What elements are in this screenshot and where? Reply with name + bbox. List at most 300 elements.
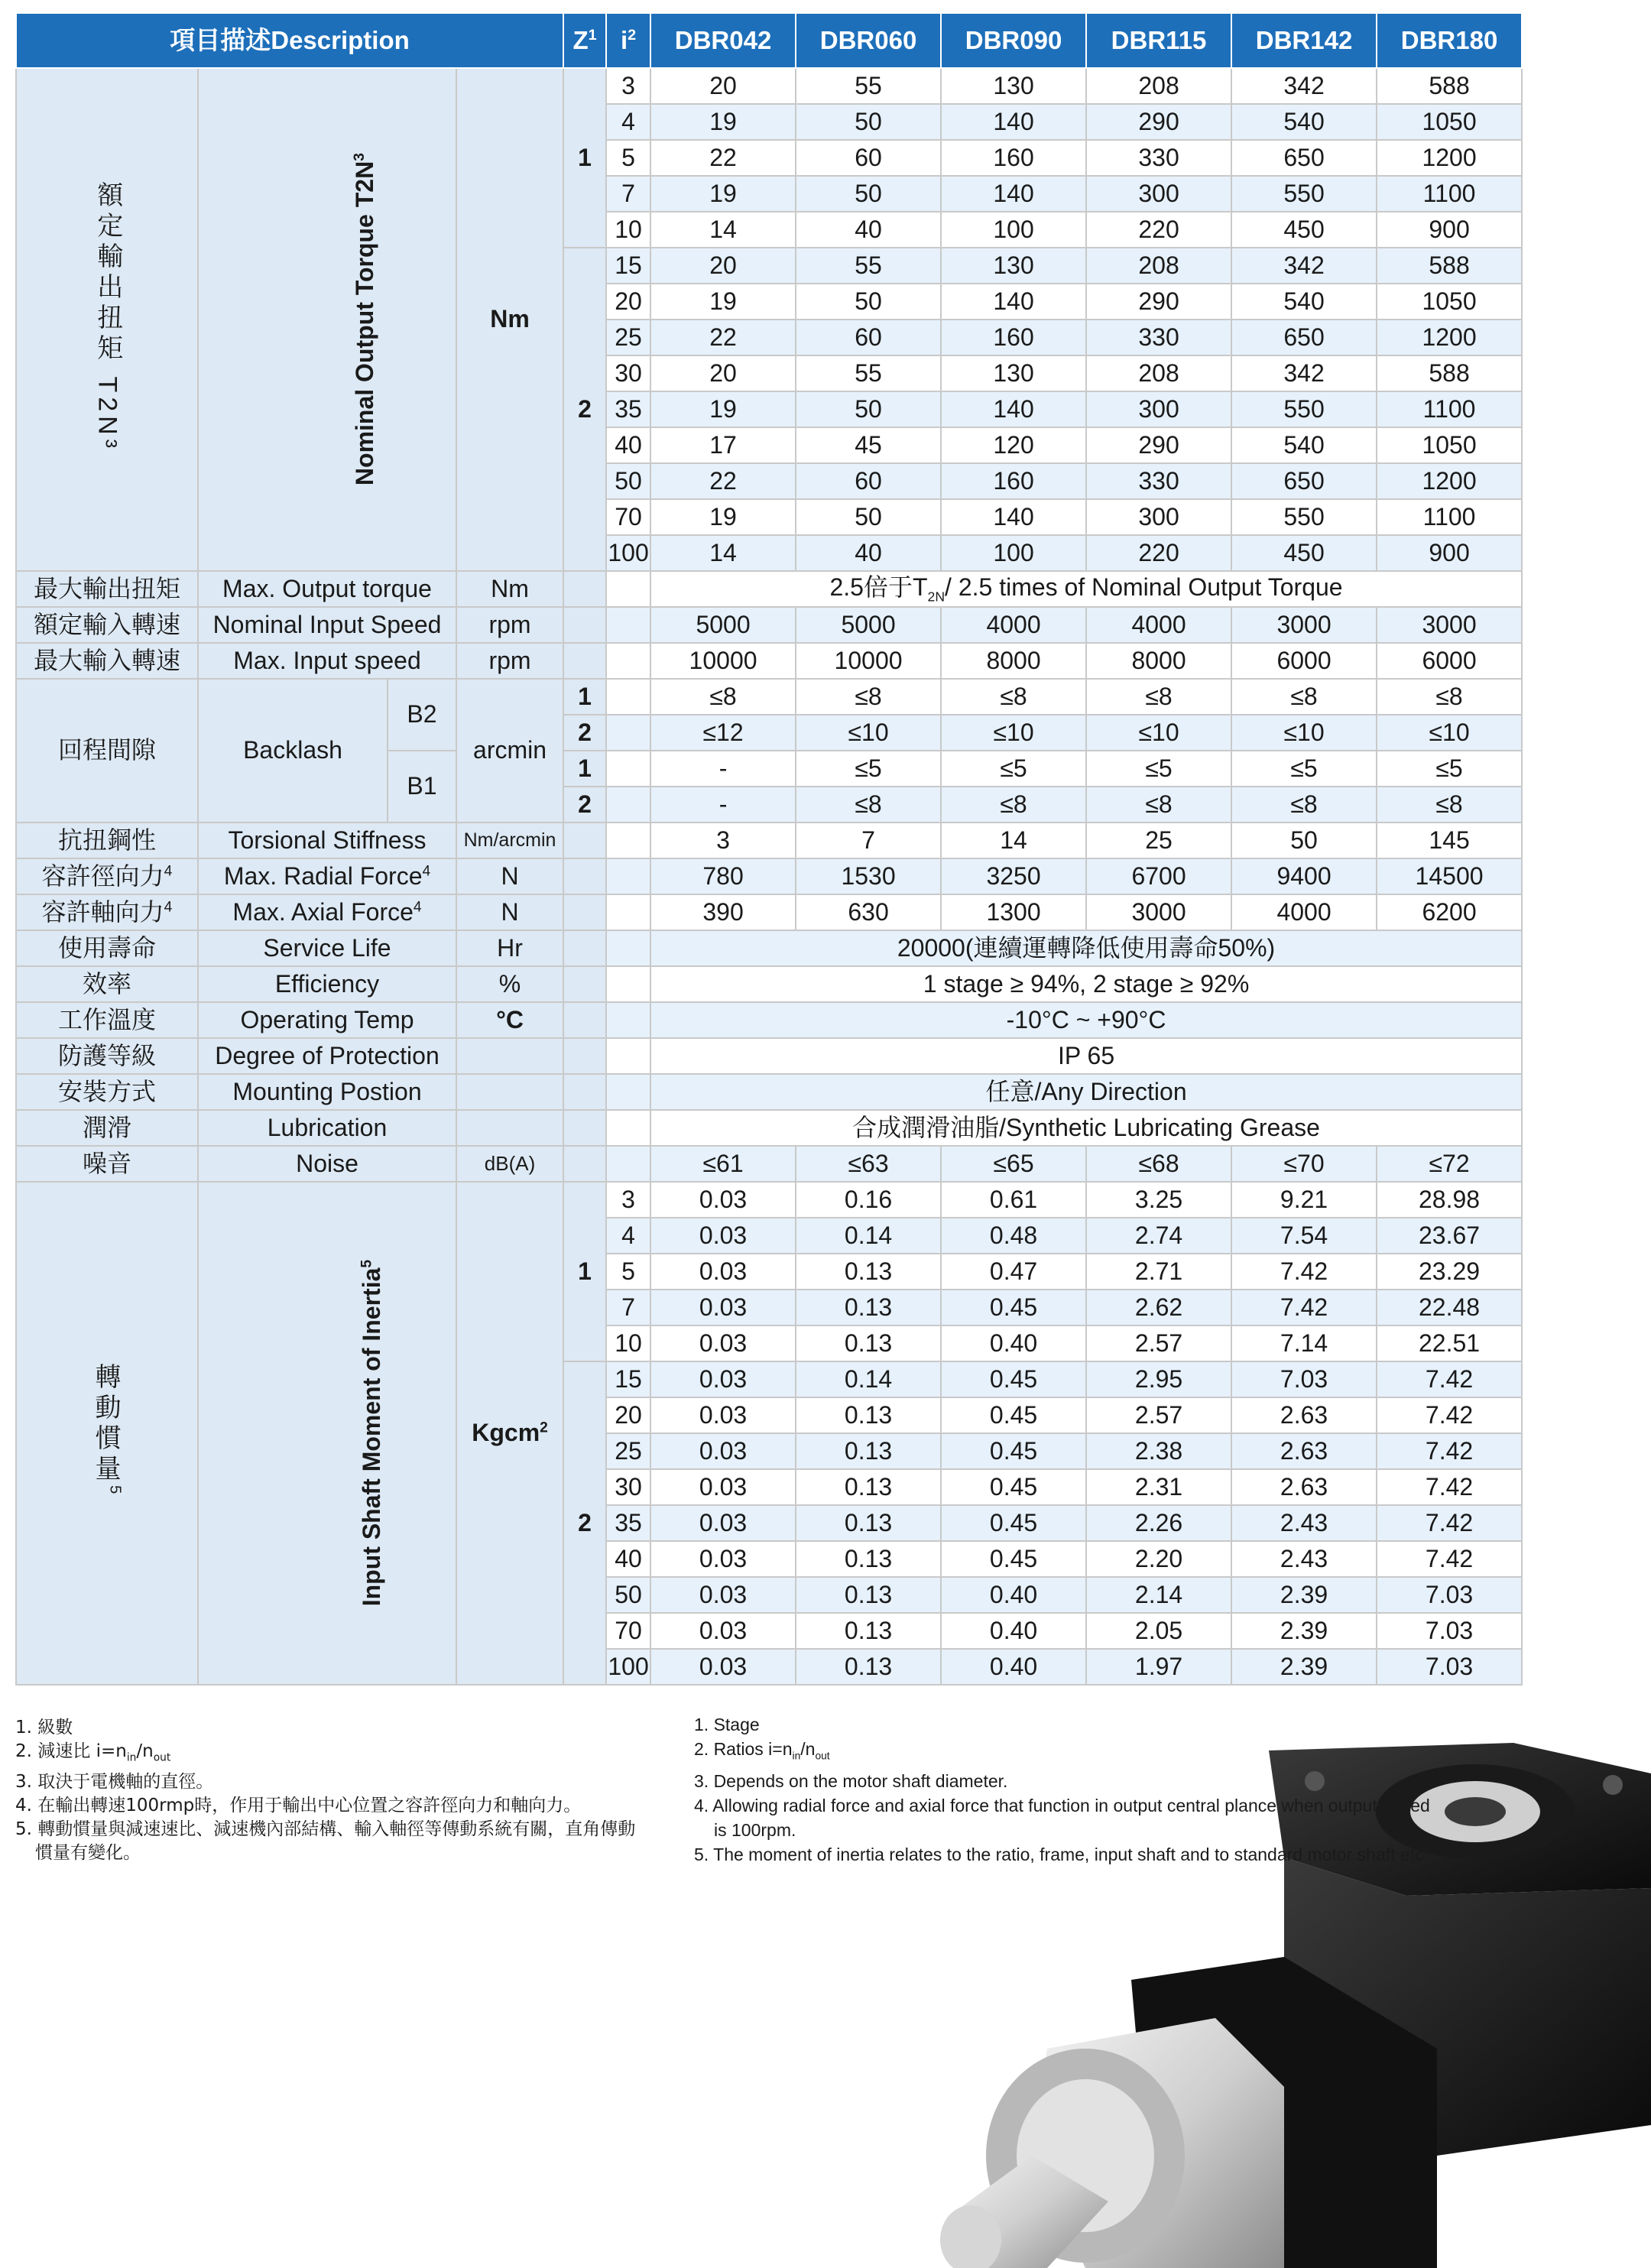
value-cell: 7.42	[1377, 1541, 1522, 1577]
value-cell: 7.03	[1377, 1577, 1522, 1613]
value-cell: ≤8	[1377, 787, 1522, 823]
value-cell: -	[650, 787, 796, 823]
max-torque-value: 2.5倍于$T_{2N}/$ 2.5 times of Nominal Output Torque	[650, 571, 1522, 607]
value-cell: 130	[941, 68, 1086, 104]
ratio-cell	[606, 894, 650, 930]
value-cell: 650	[1231, 320, 1377, 355]
radial-force-row	[16, 858, 1522, 894]
value-cell: 0.45	[941, 1505, 1086, 1541]
header-model: DBR180	[1377, 13, 1522, 68]
row-label-cn: 安裝方式	[16, 1074, 198, 1110]
value-cell: 0.14	[796, 1361, 941, 1397]
value-cell: 1100	[1377, 391, 1522, 427]
value-cell: 60	[796, 463, 941, 499]
ratio-cell: 70	[606, 499, 650, 535]
ratio-cell: 40	[606, 427, 650, 463]
stage-cell	[563, 966, 606, 1002]
value-cell: 28.98	[1377, 1182, 1522, 1218]
ratio-cell	[606, 930, 650, 966]
value-cell: 7.42	[1377, 1361, 1522, 1397]
value-cell: ≤8	[1231, 787, 1377, 823]
value-cell: 0.45	[941, 1290, 1086, 1325]
torque-unit: Nm	[456, 68, 563, 571]
value-cell: 0.03	[650, 1397, 796, 1433]
row-label-en: Mounting Postion	[198, 1074, 456, 1110]
row-label-en: Nominal Input Speed	[198, 607, 456, 643]
stage-cell	[563, 930, 606, 966]
ratio-cell	[606, 1038, 650, 1074]
value-cell: 0.03	[650, 1469, 796, 1505]
stage-cell	[563, 858, 606, 894]
row-label-cn: 容許徑向力$^4$	[16, 858, 198, 894]
value-cell: 1200	[1377, 140, 1522, 176]
value-cell: 450	[1231, 535, 1377, 571]
value-cell: ≤10	[1086, 715, 1231, 751]
header-model: DBR090	[941, 13, 1086, 68]
value-cell: 0.03	[650, 1218, 796, 1254]
max-speed-row	[16, 643, 1522, 679]
value-cell: 23.67	[1377, 1218, 1522, 1254]
footnote: 1. 級數	[15, 1718, 73, 1738]
ratio-cell	[606, 823, 650, 858]
inertia-label-cn: 轉動慣量$^5$	[16, 1182, 198, 1685]
value-cell: 1050	[1377, 427, 1522, 463]
value-cell: 100	[941, 212, 1086, 248]
value-cell: 0.03	[650, 1613, 796, 1649]
value-cell: 0.16	[796, 1182, 941, 1218]
ratio-cell	[606, 679, 650, 715]
row-label-en: Degree of Protection	[198, 1038, 456, 1074]
row-label-en: Max. Input speed	[198, 643, 456, 679]
value-cell: 1530	[796, 858, 941, 894]
ratio-cell: 30	[606, 1469, 650, 1505]
efficiency-value: 1 stage ≥ 94%, 2 stage ≥ 92%	[650, 966, 1522, 1002]
value-cell: 2.62	[1086, 1290, 1231, 1325]
value-cell: 160	[941, 320, 1086, 355]
value-cell: ≤10	[796, 715, 941, 751]
value-cell: 14	[650, 212, 796, 248]
backlash-row	[16, 679, 1522, 715]
value-cell: 588	[1377, 355, 1522, 391]
value-cell: 20	[650, 355, 796, 391]
protection-value: IP 65	[650, 1038, 1522, 1074]
noise-row	[16, 1146, 1522, 1182]
value-cell: 2.43	[1231, 1505, 1377, 1541]
backlash-b1: B1	[388, 751, 456, 823]
value-cell: 390	[650, 894, 796, 930]
value-cell: 2.39	[1231, 1649, 1377, 1685]
stiffness-row	[16, 823, 1522, 858]
ratio-cell: 7	[606, 1290, 650, 1325]
value-cell: 2.63	[1231, 1397, 1377, 1433]
ratio-cell: 3	[606, 68, 650, 104]
ratio-cell: 7	[606, 176, 650, 212]
footnote: 1. Stage	[694, 1715, 760, 1734]
value-cell: 50	[1231, 823, 1377, 858]
ratio-cell: 50	[606, 463, 650, 499]
value-cell: ≤61	[650, 1146, 796, 1182]
header-row	[16, 13, 1522, 68]
value-cell: 4000	[1086, 607, 1231, 643]
value-cell: 0.13	[796, 1325, 941, 1361]
row-label-cn: 最大輸入轉速	[16, 643, 198, 679]
torque-stage-1: 1	[563, 68, 606, 248]
ratio-cell	[606, 858, 650, 894]
value-cell: 1200	[1377, 320, 1522, 355]
value-cell: 3.25	[1086, 1182, 1231, 1218]
stage-cell: 1	[563, 679, 606, 715]
value-cell: 300	[1086, 391, 1231, 427]
stage-cell	[563, 571, 606, 607]
temp-value: -10°C ~ +90°C	[650, 1002, 1522, 1038]
header-i: $i^2$	[606, 13, 650, 68]
footnote: 4. 在輸出轉速100rmp時，作用于輸出中心位置之容許徑向力和軸向力。	[15, 1795, 582, 1815]
row-label-en: Operating Temp	[198, 1002, 456, 1038]
footnote: 慣量有變化。	[35, 1842, 141, 1863]
value-cell: 50	[796, 284, 941, 320]
ratio-cell: 15	[606, 248, 650, 284]
value-cell: 330	[1086, 463, 1231, 499]
value-cell: ≤65	[941, 1146, 1086, 1182]
value-cell: 780	[650, 858, 796, 894]
footnote: is 100rpm.	[714, 1819, 796, 1840]
ratio-cell: 25	[606, 320, 650, 355]
row-unit: rpm	[456, 643, 563, 679]
value-cell: 2.57	[1086, 1397, 1231, 1433]
nominal-speed-row	[16, 607, 1522, 643]
value-cell: 0.40	[941, 1649, 1086, 1685]
value-cell: 650	[1231, 140, 1377, 176]
row-unit	[456, 1074, 563, 1110]
ratio-cell	[606, 571, 650, 607]
value-cell: ≤5	[1231, 751, 1377, 787]
value-cell: ≤8	[941, 787, 1086, 823]
footnote: 4. Allowing radial force and axial force that function in output central plance when output speed	[694, 1795, 1430, 1815]
value-cell: ≤10	[1231, 715, 1377, 751]
ratio-cell	[606, 751, 650, 787]
ratio-cell: 100	[606, 1649, 650, 1685]
value-cell: 4000	[941, 607, 1086, 643]
value-cell: 2.63	[1231, 1433, 1377, 1469]
value-cell: 22.51	[1377, 1325, 1522, 1361]
value-cell: 2.71	[1086, 1254, 1231, 1290]
value-cell: ≤63	[796, 1146, 941, 1182]
value-cell: 0.13	[796, 1577, 941, 1613]
value-cell: 290	[1086, 104, 1231, 140]
ratio-cell	[606, 966, 650, 1002]
value-cell: ≤70	[1231, 1146, 1377, 1182]
inertia-label-en: Input Shaft Moment of Inertia$^5$	[198, 1182, 456, 1685]
stage-cell	[563, 643, 606, 679]
value-cell: 7	[796, 823, 941, 858]
ratio-cell	[606, 1146, 650, 1182]
value-cell: 220	[1086, 212, 1231, 248]
value-cell: 7.54	[1231, 1218, 1377, 1254]
value-cell: 3250	[941, 858, 1086, 894]
value-cell: 2.95	[1086, 1361, 1231, 1397]
value-cell: ≤8	[796, 679, 941, 715]
value-cell: ≤10	[941, 715, 1086, 751]
row-label-cn: 噪音	[16, 1146, 198, 1182]
value-cell: 60	[796, 140, 941, 176]
value-cell: 1050	[1377, 284, 1522, 320]
torque-stage-2: 2	[563, 248, 606, 571]
value-cell: 22.48	[1377, 1290, 1522, 1325]
mounting-value: 任意/Any Direction	[650, 1074, 1522, 1110]
header-description: 項目描述Description	[16, 13, 563, 68]
row-unit: Nm/arcmin	[456, 823, 563, 858]
value-cell: ≤72	[1377, 1146, 1522, 1182]
value-cell: 0.03	[650, 1505, 796, 1541]
value-cell: 342	[1231, 68, 1377, 104]
row-unit: Hr	[456, 930, 563, 966]
footnote: 3. 取決于電機軸的直徑。	[15, 1771, 214, 1792]
value-cell: 2.20	[1086, 1541, 1231, 1577]
value-cell: ≤8	[1377, 679, 1522, 715]
backlash-unit: arcmin	[456, 679, 563, 823]
protection-row	[16, 1038, 1522, 1074]
stage-cell	[563, 1074, 606, 1110]
value-cell: 5000	[650, 607, 796, 643]
value-cell: 208	[1086, 68, 1231, 104]
lubrication-row	[16, 1110, 1522, 1146]
value-cell: 140	[941, 284, 1086, 320]
value-cell: -	[650, 751, 796, 787]
value-cell: 2.57	[1086, 1325, 1231, 1361]
value-cell: 2.14	[1086, 1577, 1231, 1613]
row-label-cn: 容許軸向力$^4$	[16, 894, 198, 930]
value-cell: 6200	[1377, 894, 1522, 930]
value-cell: 120	[941, 427, 1086, 463]
value-cell: 540	[1231, 427, 1377, 463]
value-cell: 0.03	[650, 1433, 796, 1469]
value-cell: 0.14	[796, 1218, 941, 1254]
value-cell: 7.42	[1231, 1290, 1377, 1325]
value-cell: 0.13	[796, 1397, 941, 1433]
inertia-stage-2: 2	[563, 1361, 606, 1685]
inertia-row	[16, 1182, 1522, 1218]
inertia-unit: Kgcm$^2$	[456, 1182, 563, 1685]
ratio-cell: 4	[606, 1218, 650, 1254]
value-cell: 2.38	[1086, 1433, 1231, 1469]
value-cell: 7.42	[1377, 1397, 1522, 1433]
backlash-label-cn: 回程間隙	[16, 679, 198, 823]
value-cell: 45	[796, 427, 941, 463]
value-cell: 17	[650, 427, 796, 463]
ratio-cell	[606, 1110, 650, 1146]
value-cell: 342	[1231, 248, 1377, 284]
value-cell: 2.05	[1086, 1613, 1231, 1649]
value-cell: 145	[1377, 823, 1522, 858]
value-cell: 140	[941, 499, 1086, 535]
stage-cell	[563, 1038, 606, 1074]
row-label-cn: 工作溫度	[16, 1002, 198, 1038]
value-cell: 290	[1086, 427, 1231, 463]
row-label-cn: 潤滑	[16, 1110, 198, 1146]
row-unit: Nm	[456, 571, 563, 607]
ratio-cell: 10	[606, 1325, 650, 1361]
value-cell: 0.03	[650, 1182, 796, 1218]
ratio-cell	[606, 1074, 650, 1110]
row-label-cn: 使用壽命	[16, 930, 198, 966]
value-cell: 0.13	[796, 1613, 941, 1649]
value-cell: 22	[650, 320, 796, 355]
value-cell: 7.03	[1377, 1649, 1522, 1685]
value-cell: 3	[650, 823, 796, 858]
ratio-cell: 40	[606, 1541, 650, 1577]
value-cell: 8000	[941, 643, 1086, 679]
value-cell: 7.42	[1377, 1433, 1522, 1469]
value-cell: 5000	[796, 607, 941, 643]
ratio-cell: 3	[606, 1182, 650, 1218]
header-model: DBR060	[796, 13, 941, 68]
value-cell: 7.42	[1231, 1254, 1377, 1290]
value-cell: 7.03	[1231, 1361, 1377, 1397]
value-cell: ≤8	[1231, 679, 1377, 715]
value-cell: 650	[1231, 463, 1377, 499]
footnotes-en	[694, 1712, 1474, 1867]
value-cell: 0.03	[650, 1325, 796, 1361]
stage-cell: 1	[563, 751, 606, 787]
value-cell: 0.13	[796, 1541, 941, 1577]
value-cell: 0.45	[941, 1361, 1086, 1397]
value-cell: 160	[941, 140, 1086, 176]
stage-cell	[563, 1110, 606, 1146]
torque-label-en: Nominal Output Torque $T2N^3$	[198, 68, 456, 571]
value-cell: 0.40	[941, 1577, 1086, 1613]
row-label-cn: 最大輸出扭矩	[16, 571, 198, 607]
value-cell: ≤5	[796, 751, 941, 787]
ratio-cell: 20	[606, 284, 650, 320]
stage-cell: 2	[563, 715, 606, 751]
value-cell: 290	[1086, 284, 1231, 320]
value-cell: ≤5	[941, 751, 1086, 787]
inertia-stage-1: 1	[563, 1182, 606, 1361]
value-cell: 900	[1377, 212, 1522, 248]
value-cell: ≤8	[941, 679, 1086, 715]
value-cell: 19	[650, 104, 796, 140]
value-cell: 160	[941, 463, 1086, 499]
value-cell: 55	[796, 355, 941, 391]
value-cell: 9.21	[1231, 1182, 1377, 1218]
value-cell: 330	[1086, 140, 1231, 176]
value-cell: 342	[1231, 355, 1377, 391]
value-cell: 7.42	[1377, 1469, 1522, 1505]
value-cell: 0.03	[650, 1649, 796, 1685]
value-cell: 630	[796, 894, 941, 930]
value-cell: 1050	[1377, 104, 1522, 140]
value-cell: 19	[650, 499, 796, 535]
value-cell: 0.45	[941, 1469, 1086, 1505]
value-cell: 1100	[1377, 176, 1522, 212]
value-cell: 540	[1231, 284, 1377, 320]
row-label-en: Noise	[198, 1146, 456, 1182]
value-cell: 588	[1377, 68, 1522, 104]
ratio-cell: 5	[606, 140, 650, 176]
value-cell: 0.13	[796, 1469, 941, 1505]
value-cell: 2.26	[1086, 1505, 1231, 1541]
value-cell: 40	[796, 212, 941, 248]
value-cell: 550	[1231, 391, 1377, 427]
value-cell: 6000	[1231, 643, 1377, 679]
value-cell: 0.13	[796, 1290, 941, 1325]
value-cell: 0.03	[650, 1577, 796, 1613]
row-label-en: Service Life	[198, 930, 456, 966]
ratio-cell: 50	[606, 1577, 650, 1613]
ratio-cell	[606, 715, 650, 751]
value-cell: 0.03	[650, 1254, 796, 1290]
spec-table	[15, 12, 1523, 1686]
service-life-row	[16, 930, 1522, 966]
value-cell: 300	[1086, 499, 1231, 535]
ratio-cell: 15	[606, 1361, 650, 1397]
lubrication-value: 合成潤滑油脂/Synthetic Lubricating Grease	[650, 1110, 1522, 1146]
value-cell: 0.40	[941, 1613, 1086, 1649]
value-cell: 0.03	[650, 1290, 796, 1325]
header-model: DBR115	[1086, 13, 1231, 68]
value-cell: 2.43	[1231, 1541, 1377, 1577]
value-cell: 14500	[1377, 858, 1522, 894]
row-unit: %	[456, 966, 563, 1002]
footnote: 5. 轉動慣量與減速速比、減速機內部結構、輸入軸徑等傳動系統有關，直角傳動	[15, 1819, 636, 1839]
value-cell: 50	[796, 391, 941, 427]
value-cell: 2.39	[1231, 1613, 1377, 1649]
value-cell: 0.40	[941, 1325, 1086, 1361]
value-cell: 2.74	[1086, 1218, 1231, 1254]
value-cell: ≤8	[1086, 787, 1231, 823]
mounting-row	[16, 1074, 1522, 1110]
value-cell: 1100	[1377, 499, 1522, 535]
value-cell: 6700	[1086, 858, 1231, 894]
row-label-en: Efficiency	[198, 966, 456, 1002]
stage-cell	[563, 1002, 606, 1038]
row-label-en: Max. Radial Force$^4$	[198, 858, 456, 894]
value-cell: 0.47	[941, 1254, 1086, 1290]
ratio-cell: 30	[606, 355, 650, 391]
value-cell: ≤5	[1377, 751, 1522, 787]
value-cell: 3000	[1377, 607, 1522, 643]
value-cell: 2.63	[1231, 1469, 1377, 1505]
value-cell: ≤10	[1377, 715, 1522, 751]
ratio-cell: 70	[606, 1613, 650, 1649]
value-cell: 130	[941, 248, 1086, 284]
value-cell: ≤8	[650, 679, 796, 715]
footnote: 5. The moment of inertia relates to the ratio, frame, input shaft and to standard motor shaft etc.	[694, 1844, 1429, 1864]
value-cell: 588	[1377, 248, 1522, 284]
stage-cell	[563, 823, 606, 858]
ratio-cell: 25	[606, 1433, 650, 1469]
value-cell: 50	[796, 176, 941, 212]
row-label-en: Lubrication	[198, 1110, 456, 1146]
row-label-en: Max. Axial Force$^4$	[198, 894, 456, 930]
row-label-cn: 效率	[16, 966, 198, 1002]
header-model: DBR042	[650, 13, 796, 68]
footnotes-cn	[15, 1716, 673, 1865]
value-cell: 10000	[650, 643, 796, 679]
value-cell: 20	[650, 248, 796, 284]
value-cell: 540	[1231, 104, 1377, 140]
value-cell: 14	[941, 823, 1086, 858]
value-cell: 0.03	[650, 1541, 796, 1577]
torque-label-cn: 額定輸出扭矩 T2N³	[16, 68, 198, 571]
ratio-cell	[606, 607, 650, 643]
value-cell: 60	[796, 320, 941, 355]
value-cell: 0.45	[941, 1541, 1086, 1577]
value-cell: 220	[1086, 535, 1231, 571]
value-cell: 0.45	[941, 1433, 1086, 1469]
value-cell: 330	[1086, 320, 1231, 355]
value-cell: ≤12	[650, 715, 796, 751]
